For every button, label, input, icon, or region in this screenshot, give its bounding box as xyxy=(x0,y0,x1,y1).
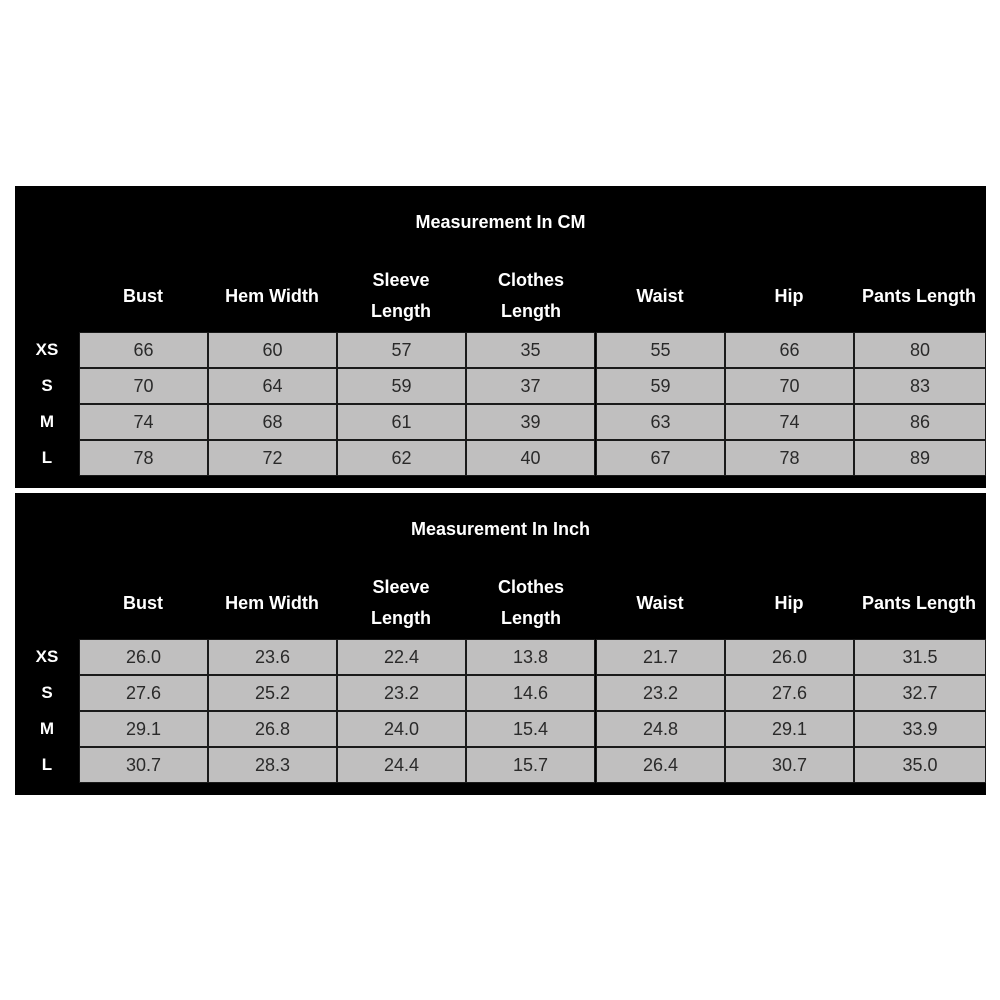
table-cell: 57 xyxy=(337,332,466,368)
table-cell: 78 xyxy=(79,440,208,476)
table-cell: 13.8 xyxy=(466,639,595,675)
table-cell: 15.4 xyxy=(466,711,595,747)
table-cell: 67 xyxy=(596,440,725,476)
table-cell: 30.7 xyxy=(79,747,208,783)
table-cell: 74 xyxy=(725,404,854,440)
column-header: Bust xyxy=(123,592,163,613)
table-cell: 27.6 xyxy=(725,675,854,711)
table-cell: 22.4 xyxy=(337,639,466,675)
table-cell: 28.3 xyxy=(208,747,337,783)
table-cell: 64 xyxy=(208,368,337,404)
column-header: Pants Length xyxy=(861,592,976,613)
table-title: Measurement In Inch xyxy=(410,519,591,539)
size-label: S xyxy=(41,376,53,395)
table-cell: 26.8 xyxy=(208,711,337,747)
column-header: Hip xyxy=(774,285,804,306)
table-cell: 33.9 xyxy=(854,711,986,747)
table-cell: 63 xyxy=(596,404,725,440)
table-cell: 24.8 xyxy=(596,711,725,747)
table-cell: 14.6 xyxy=(466,675,595,711)
table-cell: 59 xyxy=(596,368,725,404)
table-cell: 24.4 xyxy=(337,747,466,783)
table-cell: 70 xyxy=(79,368,208,404)
column-header: Waist xyxy=(636,592,684,613)
table-cell: 72 xyxy=(208,440,337,476)
column-header: Hip xyxy=(774,592,804,613)
table-cell: 29.1 xyxy=(725,711,854,747)
inch-measurement-table xyxy=(15,493,986,795)
table-cell: 23.6 xyxy=(208,639,337,675)
table-title: Measurement In CM xyxy=(415,212,586,232)
table-cell: 29.1 xyxy=(79,711,208,747)
table-cell: 26.0 xyxy=(79,639,208,675)
table-cell: 55 xyxy=(596,332,725,368)
table-cell: 23.2 xyxy=(596,675,725,711)
column-header: Pants Length xyxy=(861,285,976,306)
table-cell: 89 xyxy=(854,440,986,476)
size-label: XS xyxy=(35,340,59,359)
table-cell: 26.4 xyxy=(596,747,725,783)
size-label: M xyxy=(39,719,55,738)
table-cell: 80 xyxy=(854,332,986,368)
size-label: S xyxy=(41,683,53,702)
column-header: Waist xyxy=(636,285,684,306)
table-cell: 60 xyxy=(208,332,337,368)
table-cell: 35 xyxy=(466,332,595,368)
table-cell: 26.0 xyxy=(725,639,854,675)
column-header: Clothes Length xyxy=(497,577,564,628)
table-cell: 59 xyxy=(337,368,466,404)
column-header: Sleeve Length xyxy=(371,577,431,628)
table-cell: 35.0 xyxy=(854,747,986,783)
table-cell: 37 xyxy=(466,368,595,404)
table-cell: 78 xyxy=(725,440,854,476)
table-cell: 25.2 xyxy=(208,675,337,711)
table-cell: 27.6 xyxy=(79,675,208,711)
table-cell: 74 xyxy=(79,404,208,440)
table-cell: 32.7 xyxy=(854,675,986,711)
table-cell: 61 xyxy=(337,404,466,440)
table-cell: 68 xyxy=(208,404,337,440)
table-cell: 39 xyxy=(466,404,595,440)
size-label: M xyxy=(39,412,55,431)
table-cell: 66 xyxy=(79,332,208,368)
table-cell: 21.7 xyxy=(596,639,725,675)
table-cell: 66 xyxy=(725,332,854,368)
column-header: Clothes Length xyxy=(497,270,564,321)
column-header: Hem Width xyxy=(225,285,319,306)
table-cell: 62 xyxy=(337,440,466,476)
size-label: L xyxy=(41,755,53,774)
size-label: L xyxy=(41,448,53,467)
table-cell: 15.7 xyxy=(466,747,595,783)
cm-measurement-table xyxy=(15,186,986,488)
table-cell: 40 xyxy=(466,440,595,476)
column-header: Hem Width xyxy=(225,592,319,613)
table-cell: 31.5 xyxy=(854,639,986,675)
column-header: Bust xyxy=(123,285,163,306)
table-cell: 24.0 xyxy=(337,711,466,747)
table-cell: 30.7 xyxy=(725,747,854,783)
table-cell: 86 xyxy=(854,404,986,440)
size-label: XS xyxy=(35,647,59,666)
table-cell: 83 xyxy=(854,368,986,404)
table-cell: 70 xyxy=(725,368,854,404)
table-cell: 23.2 xyxy=(337,675,466,711)
column-header: Sleeve Length xyxy=(371,270,431,321)
